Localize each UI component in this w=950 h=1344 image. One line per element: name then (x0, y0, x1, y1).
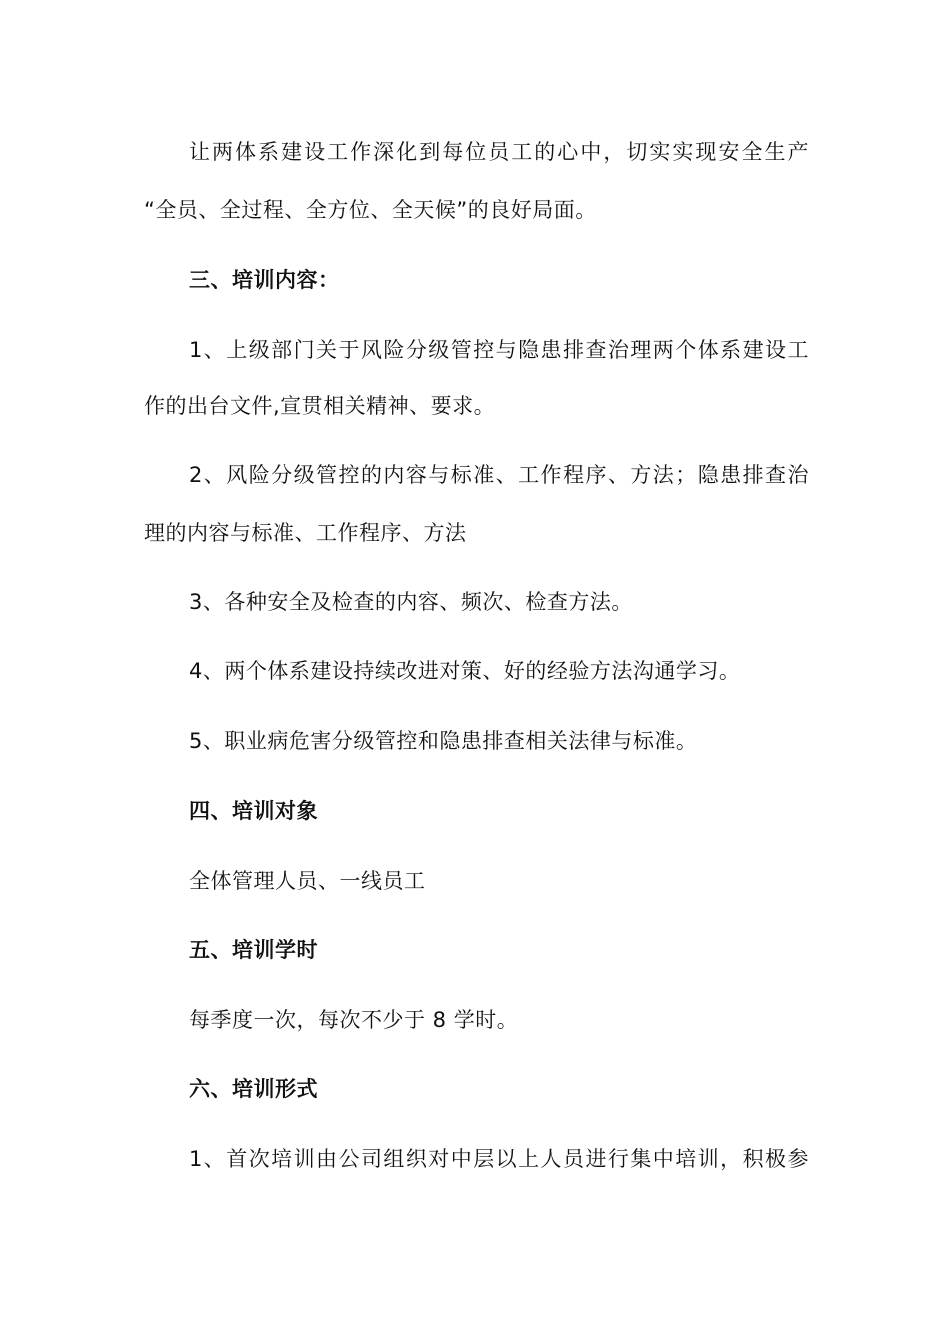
paragraph-line: “全员、全过程、全方位、全天候”的良好局面。 (144, 198, 597, 222)
section-heading-audience: 四、培训对象 (189, 799, 318, 823)
list-item-line: 理的内容与标准、工作程序、方法 (144, 521, 467, 545)
list-item-line: 5、职业病危害分级管控和隐患排查相关法律与标准。 (189, 729, 698, 753)
list-item-line: 3、各种安全及检查的内容、频次、检查方法。 (189, 590, 633, 614)
list-item-line: 作的出台文件,宣贯相关精神、要求。 (144, 394, 496, 418)
section-heading-content: 三、培训内容： (189, 268, 340, 292)
paragraph-line: 全体管理人员、一线员工 (189, 869, 426, 893)
list-item-line: 4、两个体系建设持续改进对策、好的经验方法沟通学习。 (189, 659, 741, 683)
paragraph-line: 让两体系建设工作深化到每位员工的心中，切实实现安全生产 (189, 140, 809, 164)
section-heading-format: 六、培训形式 (189, 1077, 318, 1101)
list-item-line: 1、首次培训由公司组织对中层以上人员进行集中培训，积极参 (189, 1147, 809, 1171)
paragraph-line: 每季度一次，每次不少于 8 学时。 (189, 1008, 519, 1032)
section-heading-hours: 五、培训学时 (189, 938, 318, 962)
list-item-line: 2、风险分级管控的内容与标准、工作程序、方法；隐患排查治 (189, 463, 809, 487)
list-item-line: 1、上级部门关于风险分级管控与隐患排查治理两个体系建设工 (189, 338, 809, 362)
